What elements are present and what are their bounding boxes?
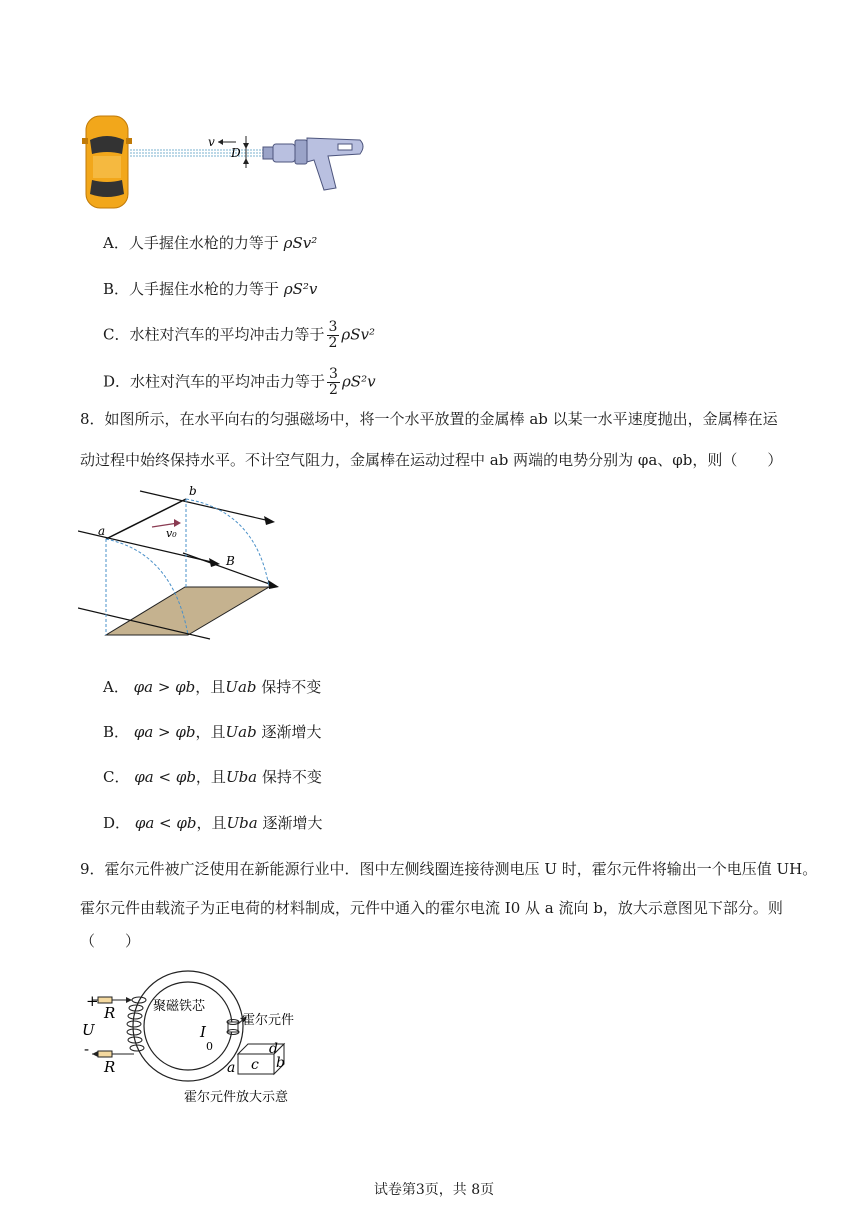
ground-plane [106, 587, 269, 635]
page-footer: 试卷第3页，共 8页 [373, 1182, 495, 1198]
q8-stem-line1: 8．如图所示，在水平向右的匀强磁场中，将一个水平放置的金属棒 ab 以某一水平速度抛出，金属棒在运 [80, 410, 778, 428]
q8-stem-line2: 动过程中始终保持水平。不计空气阻力，金属棒在运动过程中 ab 两端的电势分别为 φa、φb，则（ ） [80, 451, 783, 469]
hall-sensor-figure [78, 970, 318, 1110]
current-label: I [200, 1023, 206, 1041]
q8-option-a: A． φa > φb，且Uab 保持不变 [103, 678, 322, 696]
minus-sign: - [84, 1040, 90, 1058]
q7-option-b: B．人手握住水枪的力等于 ρS²v [103, 280, 318, 298]
voltage-label-u: U [82, 1021, 95, 1039]
label-B: B [226, 554, 235, 568]
hall-element-label: 霍尔元件 [242, 1013, 295, 1028]
magnetic-field-figure [78, 483, 293, 655]
coil-windings [127, 997, 146, 1051]
water-gun-figure [78, 110, 368, 215]
enlarged-caption: 霍尔元件放大示意 [184, 1090, 289, 1105]
label-b: b [189, 484, 197, 498]
fraction-3-2: $\frac{3}{2}$ [329, 366, 338, 398]
q8-option-c: C． φa < φb，且Uba 保持不变 [103, 768, 322, 786]
q9-stem-line1: 9．霍尔元件被广泛使用在新能源行业中．图中左侧线圈连接待测电压 U 时，霍尔元件将输出一个电压值 UH。 [80, 860, 818, 878]
diameter-label: D [231, 146, 241, 160]
car-icon [82, 116, 132, 208]
resistor-label-top: R [104, 1004, 116, 1022]
q8-option-d: D． φa < φb，且Uba 逐渐增大 [103, 814, 323, 832]
q8-option-b: B． φa > φb，且Uab 逐渐增大 [103, 723, 322, 741]
fraction-3-2: $\frac{3}{2}$ [328, 319, 338, 351]
current-subscript: 0 [206, 1040, 213, 1053]
water-gun-icon [263, 138, 363, 190]
q7-option-d: D．水柱对汽车的平均冲击力等于 $\frac{3}{2}$ ρS²v [103, 366, 376, 398]
q9-stem-line3: （ ） [80, 932, 141, 950]
label-a: a [98, 524, 106, 538]
q9-stem-line2: 霍尔元件由载流子为正电荷的材料制成，元件中通入的霍尔电流 I0 从 a 流向 b，放大示意图见下部分。则 [80, 899, 783, 917]
face-label-d: d [269, 1041, 278, 1057]
face-label-a: a [227, 1060, 236, 1076]
water-stream [130, 150, 263, 156]
face-label-c: c [251, 1057, 259, 1073]
velocity-label: v [208, 135, 215, 149]
q7-option-a: A．人手握住水枪的力等于 ρSv² [103, 234, 318, 252]
face-label-b: b [276, 1055, 285, 1071]
core-label: 聚磁铁芯 [153, 999, 206, 1014]
plus-sign: + [86, 992, 99, 1010]
resistor-label-bottom: R [104, 1058, 116, 1076]
label-v0: v₀ [166, 527, 177, 540]
q7-option-c: C．水柱对汽车的平均冲击力等于 $\frac{3}{2}$ ρSv² [103, 319, 376, 351]
